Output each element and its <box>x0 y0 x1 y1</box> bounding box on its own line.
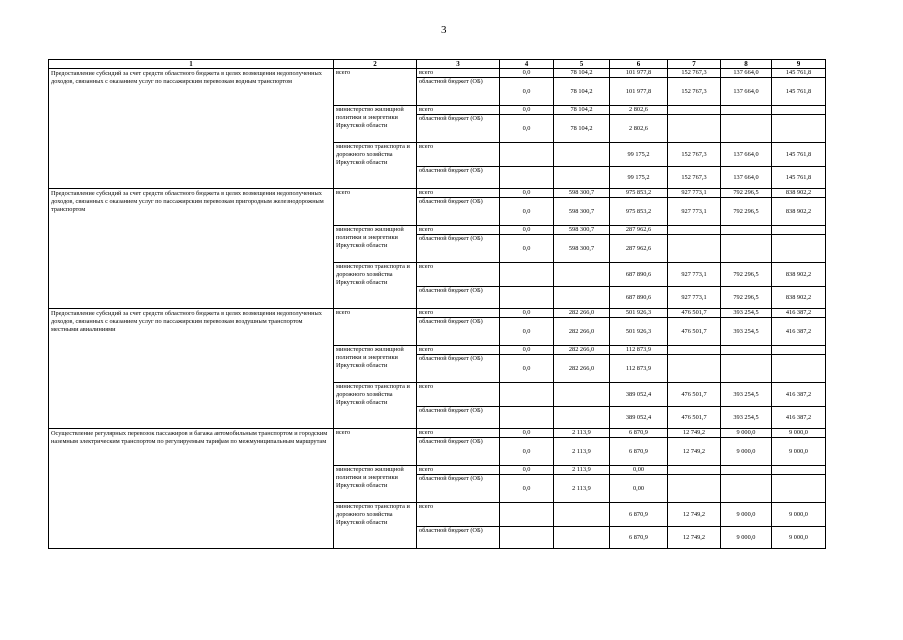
value-cell: 838 902,2 <box>772 287 826 309</box>
funding-source-cell: всего <box>417 309 500 318</box>
value-cell: 476 501,7 <box>668 318 721 346</box>
value-cell <box>721 226 772 235</box>
executor-cell: всего <box>334 69 417 106</box>
value-cell: 9 000,0 <box>772 429 826 438</box>
executor-cell: всего <box>334 429 417 466</box>
value-cell <box>772 106 826 115</box>
value-cell <box>721 115 772 143</box>
funding-source-cell: всего <box>417 106 500 115</box>
funding-source-cell: всего <box>417 69 500 78</box>
value-cell: 287 962,6 <box>610 235 668 263</box>
col-header: 4 <box>500 60 554 69</box>
value-cell: 137 664,0 <box>721 78 772 106</box>
value-cell: 0,0 <box>500 189 554 198</box>
col-header: 8 <box>721 60 772 69</box>
funding-source-cell: областной бюджет (ОБ) <box>417 198 500 226</box>
header-row <box>49 60 826 69</box>
value-cell <box>554 527 610 549</box>
col-header: 3 <box>417 60 500 69</box>
executor-cell: министерство жилищной политики и энергетики Иркутской области <box>334 106 417 143</box>
funding-source-cell: всего <box>417 466 500 475</box>
value-cell <box>554 407 610 429</box>
value-cell: 12 749,2 <box>668 438 721 466</box>
value-cell: 0,0 <box>500 235 554 263</box>
value-cell: 78 104,2 <box>554 106 610 115</box>
executor-cell: министерство транспорта и дорожного хозяйства Иркутской области <box>334 263 417 309</box>
value-cell: 282 266,0 <box>554 318 610 346</box>
value-cell: 927 773,1 <box>668 263 721 287</box>
value-cell: 416 387,2 <box>772 318 826 346</box>
value-cell: 2 113,9 <box>554 466 610 475</box>
measure-description: Осуществление регулярных перевозок пассажиров и багажа автомобильным транспортом и городским наземным электрическим транспортом по регулируемым тарифам по межмуниципальным маршрутам <box>49 429 334 549</box>
value-cell: 112 873,9 <box>610 346 668 355</box>
value-cell: 0,0 <box>500 198 554 226</box>
col-header: 6 <box>610 60 668 69</box>
value-cell: 145 761,8 <box>772 167 826 189</box>
value-cell: 393 254,5 <box>721 407 772 429</box>
funding-source-cell: всего <box>417 346 500 355</box>
value-cell: 99 175,2 <box>610 143 668 167</box>
table-row <box>49 189 826 198</box>
value-cell: 12 749,2 <box>668 503 721 527</box>
value-cell: 78 104,2 <box>554 69 610 78</box>
value-cell <box>721 106 772 115</box>
value-cell: 78 104,2 <box>554 78 610 106</box>
value-cell: 598 300,7 <box>554 226 610 235</box>
value-cell: 12 749,2 <box>668 429 721 438</box>
value-cell <box>500 287 554 309</box>
value-cell: 476 501,7 <box>668 383 721 407</box>
funding-source-cell: всего <box>417 263 500 287</box>
value-cell <box>668 115 721 143</box>
value-cell <box>554 263 610 287</box>
value-cell <box>500 143 554 167</box>
value-cell: 501 926,3 <box>610 309 668 318</box>
value-cell: 137 664,0 <box>721 69 772 78</box>
executor-cell: министерство жилищной политики и энергетики Иркутской области <box>334 346 417 383</box>
funding-source-cell: областной бюджет (ОБ) <box>417 407 500 429</box>
value-cell: 137 664,0 <box>721 167 772 189</box>
value-cell: 9 000,0 <box>772 438 826 466</box>
value-cell: 282 266,0 <box>554 355 610 383</box>
executor-cell: всего <box>334 309 417 346</box>
funding-source-cell: областной бюджет (ОБ) <box>417 355 500 383</box>
value-cell <box>554 167 610 189</box>
measure-description: Предоставление субсидий за счет средств областного бюджета в целях возмещения недополученных доходов, связанных с оказанием услуг по пассажирским перевозкам воздушным транспортом местными авиалиниями <box>49 309 334 429</box>
value-cell: 6 870,9 <box>610 429 668 438</box>
value-cell <box>554 383 610 407</box>
budget-table <box>48 59 826 549</box>
col-header: 9 <box>772 60 826 69</box>
measure-description: Предоставление субсидий за счет средств областного бюджета в целях возмещения недополученных доходов, связанных с оказанием услуг по пассажирским перевозкам водным транспортом <box>49 69 334 189</box>
value-cell: 0,0 <box>500 78 554 106</box>
value-cell: 927 773,1 <box>668 189 721 198</box>
value-cell: 145 761,8 <box>772 143 826 167</box>
value-cell: 687 890,6 <box>610 287 668 309</box>
value-cell: 6 870,9 <box>610 527 668 549</box>
value-cell: 975 853,2 <box>610 198 668 226</box>
value-cell: 0,0 <box>500 115 554 143</box>
funding-source-cell: всего <box>417 226 500 235</box>
executor-cell: министерство жилищной политики и энергетики Иркутской области <box>334 226 417 263</box>
value-cell: 927 773,1 <box>668 287 721 309</box>
value-cell: 12 749,2 <box>668 527 721 549</box>
value-cell <box>721 475 772 503</box>
value-cell: 78 104,2 <box>554 115 610 143</box>
value-cell: 792 296,5 <box>721 263 772 287</box>
value-cell: 9 000,0 <box>772 527 826 549</box>
value-cell: 0,00 <box>610 466 668 475</box>
value-cell: 2 802,6 <box>610 115 668 143</box>
value-cell: 0,0 <box>500 226 554 235</box>
value-cell <box>668 346 721 355</box>
value-cell: 792 296,5 <box>721 287 772 309</box>
value-cell: 0,0 <box>500 466 554 475</box>
funding-source-cell: областной бюджет (ОБ) <box>417 318 500 346</box>
value-cell <box>772 466 826 475</box>
value-cell <box>668 226 721 235</box>
value-cell: 99 175,2 <box>610 167 668 189</box>
value-cell <box>721 346 772 355</box>
value-cell: 389 052,4 <box>610 383 668 407</box>
value-cell: 389 052,4 <box>610 407 668 429</box>
value-cell: 975 853,2 <box>610 189 668 198</box>
measure-description: Предоставление субсидий за счет средств областного бюджета в целях возмещения недополученных доходов, связанных с оказанием услуг по пассажирским перевозкам пригородным железнодорожным транспортом <box>49 189 334 309</box>
value-cell <box>500 263 554 287</box>
value-cell <box>554 287 610 309</box>
value-cell: 687 890,6 <box>610 263 668 287</box>
value-cell: 9 000,0 <box>772 503 826 527</box>
value-cell: 282 266,0 <box>554 346 610 355</box>
executor-cell: министерство транспорта и дорожного хозяйства Иркутской области <box>334 383 417 429</box>
value-cell <box>668 466 721 475</box>
value-cell: 416 387,2 <box>772 407 826 429</box>
value-cell: 145 761,8 <box>772 69 826 78</box>
value-cell: 0,0 <box>500 318 554 346</box>
value-cell: 137 664,0 <box>721 143 772 167</box>
value-cell <box>772 115 826 143</box>
col-header: 2 <box>334 60 417 69</box>
value-cell: 0,0 <box>500 106 554 115</box>
funding-source-cell: областной бюджет (ОБ) <box>417 235 500 263</box>
value-cell: 287 962,6 <box>610 226 668 235</box>
value-cell: 0,00 <box>610 475 668 503</box>
value-cell: 792 296,5 <box>721 189 772 198</box>
value-cell <box>772 226 826 235</box>
value-cell: 152 767,3 <box>668 78 721 106</box>
value-cell <box>554 503 610 527</box>
value-cell: 101 977,8 <box>610 78 668 106</box>
value-cell: 501 926,3 <box>610 318 668 346</box>
value-cell <box>668 106 721 115</box>
value-cell <box>721 355 772 383</box>
value-cell: 393 254,5 <box>721 318 772 346</box>
value-cell: 2 113,9 <box>554 475 610 503</box>
value-cell: 101 977,8 <box>610 69 668 78</box>
funding-source-cell: всего <box>417 503 500 527</box>
table-row <box>49 429 826 438</box>
value-cell: 476 501,7 <box>668 407 721 429</box>
value-cell: 6 870,9 <box>610 503 668 527</box>
value-cell: 9 000,0 <box>721 438 772 466</box>
value-cell <box>721 235 772 263</box>
value-cell <box>772 346 826 355</box>
value-cell: 6 870,9 <box>610 438 668 466</box>
funding-source-cell: областной бюджет (ОБ) <box>417 287 500 309</box>
table-row <box>49 69 826 78</box>
value-cell: 9 000,0 <box>721 503 772 527</box>
col-header: 1 <box>49 60 334 69</box>
value-cell <box>554 143 610 167</box>
value-cell: 792 296,5 <box>721 198 772 226</box>
value-cell: 282 266,0 <box>554 309 610 318</box>
value-cell: 152 767,3 <box>668 143 721 167</box>
value-cell: 838 902,2 <box>772 263 826 287</box>
value-cell <box>500 503 554 527</box>
value-cell: 0,0 <box>500 69 554 78</box>
funding-source-cell: всего <box>417 429 500 438</box>
value-cell: 927 773,1 <box>668 198 721 226</box>
page-number: 3 <box>441 24 447 36</box>
value-cell: 416 387,2 <box>772 309 826 318</box>
value-cell: 112 873,9 <box>610 355 668 383</box>
value-cell: 0,0 <box>500 355 554 383</box>
value-cell: 598 300,7 <box>554 198 610 226</box>
value-cell <box>500 383 554 407</box>
value-cell <box>772 475 826 503</box>
value-cell: 2 113,9 <box>554 438 610 466</box>
value-cell: 0,0 <box>500 438 554 466</box>
funding-source-cell: областной бюджет (ОБ) <box>417 167 500 189</box>
executor-cell: министерство транспорта и дорожного хозяйства Иркутской области <box>334 503 417 549</box>
value-cell <box>500 527 554 549</box>
value-cell: 9 000,0 <box>721 429 772 438</box>
value-cell: 0,0 <box>500 429 554 438</box>
value-cell <box>772 235 826 263</box>
funding-source-cell: областной бюджет (ОБ) <box>417 438 500 466</box>
funding-source-cell: областной бюджет (ОБ) <box>417 475 500 503</box>
table-row <box>49 309 826 318</box>
value-cell: 2 113,9 <box>554 429 610 438</box>
executor-cell: министерство жилищной политики и энергетики Иркутской области <box>334 466 417 503</box>
value-cell: 598 300,7 <box>554 189 610 198</box>
value-cell <box>668 475 721 503</box>
value-cell: 416 387,2 <box>772 383 826 407</box>
value-cell: 393 254,5 <box>721 383 772 407</box>
value-cell: 145 761,8 <box>772 78 826 106</box>
executor-cell: министерство транспорта и дорожного хозяйства Иркутской области <box>334 143 417 189</box>
value-cell: 838 902,2 <box>772 198 826 226</box>
value-cell <box>772 355 826 383</box>
value-cell: 393 254,5 <box>721 309 772 318</box>
funding-source-cell: областной бюджет (ОБ) <box>417 115 500 143</box>
value-cell <box>668 355 721 383</box>
funding-source-cell: областной бюджет (ОБ) <box>417 527 500 549</box>
value-cell: 476 501,7 <box>668 309 721 318</box>
funding-source-cell: областной бюджет (ОБ) <box>417 78 500 106</box>
funding-source-cell: всего <box>417 143 500 167</box>
executor-cell: всего <box>334 189 417 226</box>
value-cell: 598 300,7 <box>554 235 610 263</box>
value-cell: 9 000,0 <box>721 527 772 549</box>
value-cell <box>721 466 772 475</box>
funding-source-cell: всего <box>417 189 500 198</box>
col-header: 5 <box>554 60 610 69</box>
value-cell <box>500 407 554 429</box>
value-cell: 0,0 <box>500 346 554 355</box>
value-cell: 152 767,3 <box>668 167 721 189</box>
value-cell: 0,0 <box>500 475 554 503</box>
value-cell: 838 902,2 <box>772 189 826 198</box>
value-cell: 0,0 <box>500 309 554 318</box>
value-cell: 2 802,6 <box>610 106 668 115</box>
value-cell <box>500 167 554 189</box>
value-cell <box>668 235 721 263</box>
funding-source-cell: всего <box>417 383 500 407</box>
value-cell: 152 767,3 <box>668 69 721 78</box>
col-header: 7 <box>668 60 721 69</box>
